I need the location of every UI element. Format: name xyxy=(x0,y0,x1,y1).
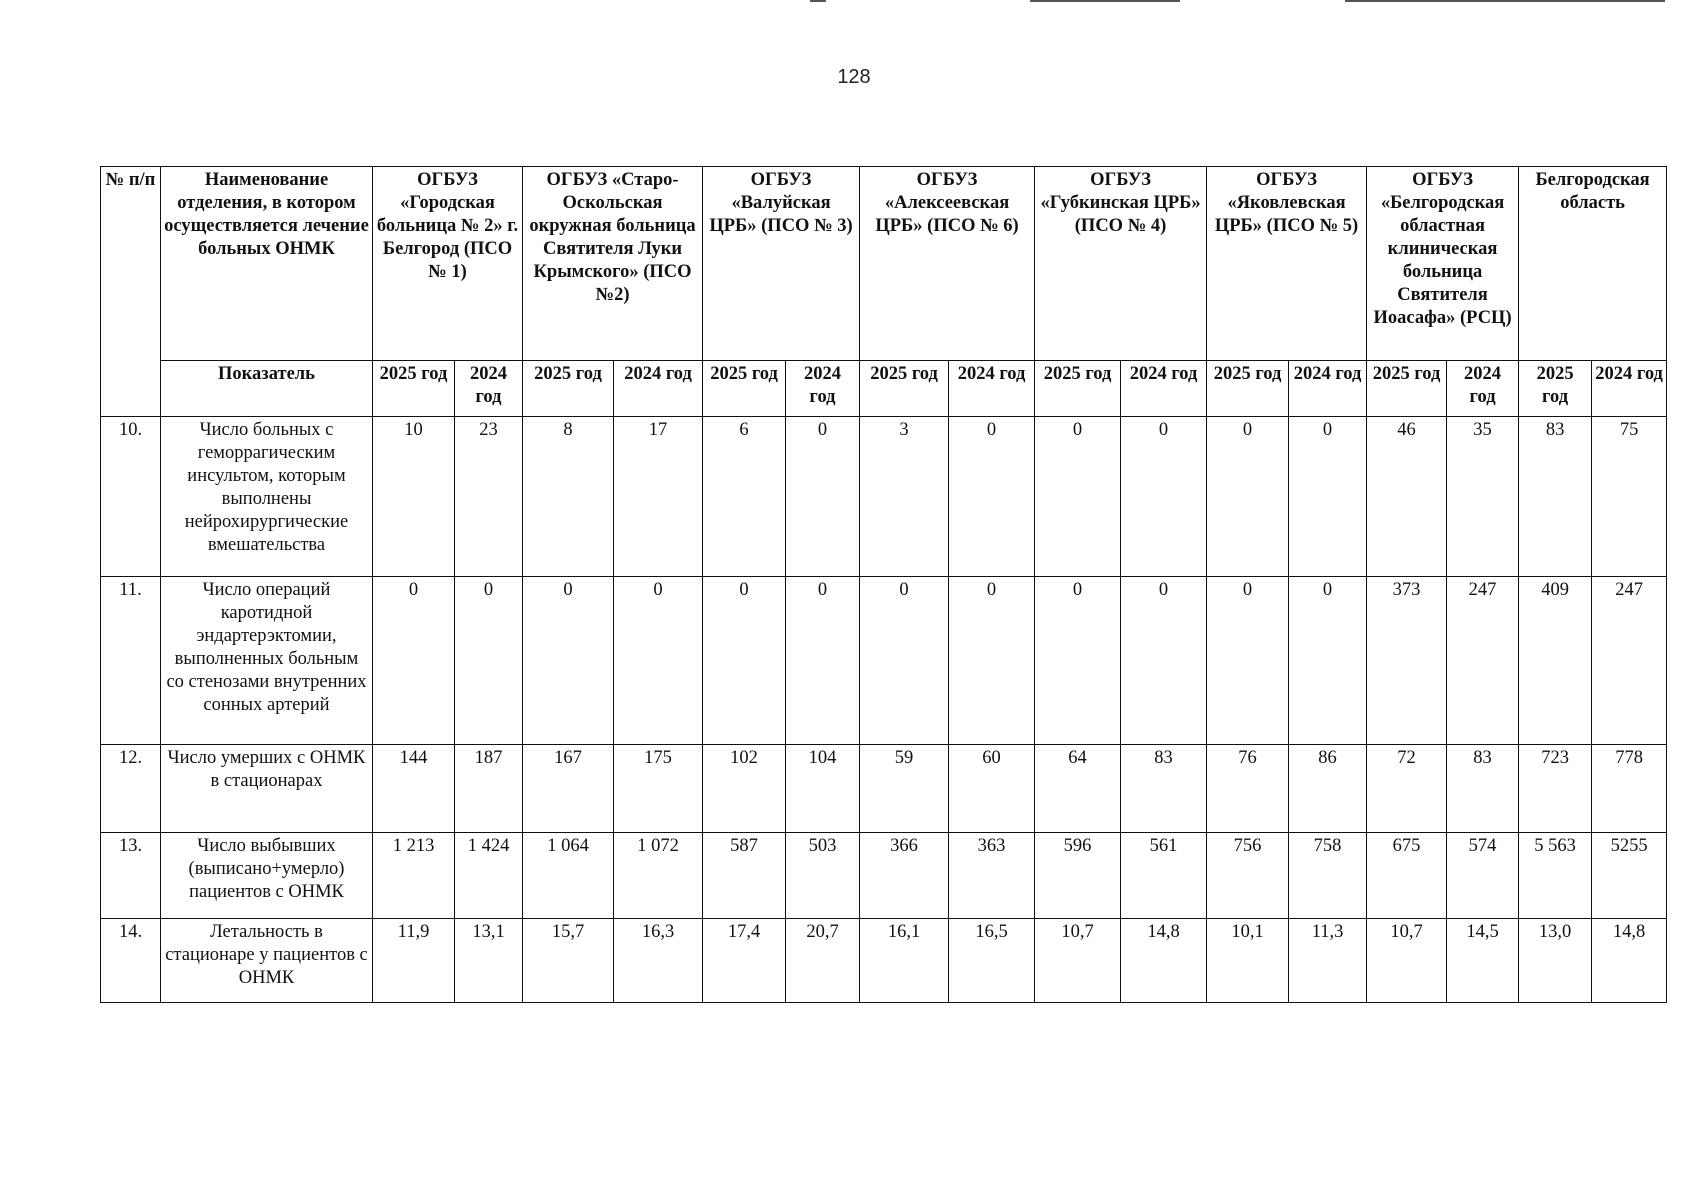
table-cell: 167 xyxy=(523,745,614,833)
header-region: Белгородская область xyxy=(1519,167,1667,361)
table-cell: 0 xyxy=(1289,577,1367,745)
table-cell: 14,5 xyxy=(1447,919,1519,1003)
header-institution-1: ОГБУЗ «Городская больница № 2» г. Белгород (ПСО № 1) xyxy=(373,167,523,361)
table-cell: 23 xyxy=(455,417,523,577)
table-cell: 3 xyxy=(860,417,949,577)
table-cell: 1 424 xyxy=(455,833,523,919)
row-number: 10. xyxy=(101,417,161,577)
header-institution-3: ОГБУЗ «Валуйская ЦРБ» (ПСО № 3) xyxy=(703,167,860,361)
table-cell: 0 xyxy=(1121,417,1207,577)
table-cell: 35 xyxy=(1447,417,1519,577)
row-label: Летальность в стационаре у пациентов с ОНМК xyxy=(161,919,373,1003)
table-cell: 11,9 xyxy=(373,919,455,1003)
table-cell: 778 xyxy=(1592,745,1667,833)
table-cell: 10,7 xyxy=(1367,919,1447,1003)
table-cell: 13,0 xyxy=(1519,919,1592,1003)
top-rule-1 xyxy=(810,0,826,2)
table-cell: 83 xyxy=(1519,417,1592,577)
year-2024: 2024 год xyxy=(455,361,523,417)
table-cell: 46 xyxy=(1367,417,1447,577)
top-rule-3 xyxy=(1345,0,1665,2)
header-num: № п/п xyxy=(101,167,161,417)
report-table xyxy=(100,166,1667,1003)
table-cell: 59 xyxy=(860,745,949,833)
table-cell: 247 xyxy=(1592,577,1667,745)
table-cell: 86 xyxy=(1289,745,1367,833)
row-number: 14. xyxy=(101,919,161,1003)
table-cell: 1 213 xyxy=(373,833,455,919)
table-cell: 1 072 xyxy=(614,833,703,919)
table-cell: 14,8 xyxy=(1592,919,1667,1003)
year-2025: 2025 год xyxy=(703,361,786,417)
table-cell: 64 xyxy=(1035,745,1121,833)
year-2024: 2024 год xyxy=(949,361,1035,417)
table-row xyxy=(101,577,1667,745)
year-2024: 2024 год xyxy=(1121,361,1207,417)
table-cell: 76 xyxy=(1207,745,1289,833)
table-cell: 0 xyxy=(860,577,949,745)
table-cell: 102 xyxy=(703,745,786,833)
table-row xyxy=(101,919,1667,1003)
year-2025: 2025 год xyxy=(1207,361,1289,417)
year-2025: 2025 год xyxy=(860,361,949,417)
table-cell: 10 xyxy=(373,417,455,577)
table-cell: 144 xyxy=(373,745,455,833)
table-cell: 561 xyxy=(1121,833,1207,919)
table-cell: 409 xyxy=(1519,577,1592,745)
year-2024: 2024 год xyxy=(614,361,703,417)
table-cell: 13,1 xyxy=(455,919,523,1003)
header-name: Наименование отделения, в котором осуществляется лечение больных ОНМК xyxy=(161,167,373,361)
table-cell: 1 064 xyxy=(523,833,614,919)
table-cell: 187 xyxy=(455,745,523,833)
row-number: 13. xyxy=(101,833,161,919)
table-cell: 0 xyxy=(1289,417,1367,577)
table-cell: 0 xyxy=(1121,577,1207,745)
table-cell: 14,8 xyxy=(1121,919,1207,1003)
table-cell: 83 xyxy=(1121,745,1207,833)
top-rule-2 xyxy=(1030,0,1180,2)
table-cell: 17,4 xyxy=(703,919,786,1003)
table-cell: 0 xyxy=(1207,577,1289,745)
table-cell: 366 xyxy=(860,833,949,919)
table-cell: 587 xyxy=(703,833,786,919)
page-number: 128 xyxy=(837,66,871,88)
table-row xyxy=(101,745,1667,833)
row-label: Число операций каротидной эндартерэктомии, выполненных больным со стенозами внутренних сонных артерий xyxy=(161,577,373,745)
table-cell: 11,3 xyxy=(1289,919,1367,1003)
row-number: 11. xyxy=(101,577,161,745)
table-cell: 0 xyxy=(373,577,455,745)
table-cell: 5255 xyxy=(1592,833,1667,919)
year-2025: 2025 год xyxy=(373,361,455,417)
year-2024: 2024 год xyxy=(786,361,860,417)
table-cell: 247 xyxy=(1447,577,1519,745)
row-label: Число выбывших (выписано+умерло) пациентов с ОНМК xyxy=(161,833,373,919)
table-cell: 0 xyxy=(455,577,523,745)
table-cell: 0 xyxy=(1207,417,1289,577)
table-cell: 574 xyxy=(1447,833,1519,919)
year-2025: 2025 год xyxy=(523,361,614,417)
header-row-years xyxy=(101,361,1667,417)
table-cell: 0 xyxy=(786,577,860,745)
table-cell: 0 xyxy=(949,417,1035,577)
table-cell: 60 xyxy=(949,745,1035,833)
header-institution-4: ОГБУЗ «Алексеевская ЦРБ» (ПСО № 6) xyxy=(860,167,1035,361)
table-cell: 723 xyxy=(1519,745,1592,833)
table-row xyxy=(101,833,1667,919)
year-2025: 2025 год xyxy=(1035,361,1121,417)
table-cell: 0 xyxy=(523,577,614,745)
table-cell: 104 xyxy=(786,745,860,833)
table-cell: 20,7 xyxy=(786,919,860,1003)
table-cell: 758 xyxy=(1289,833,1367,919)
table-cell: 5 563 xyxy=(1519,833,1592,919)
header-institution-2: ОГБУЗ «Старо-Оскольская окружная больница Святителя Луки Крымского» (ПСО №2) xyxy=(523,167,703,361)
table-cell: 6 xyxy=(703,417,786,577)
table-cell: 16,5 xyxy=(949,919,1035,1003)
table-cell: 10,1 xyxy=(1207,919,1289,1003)
header-indicator: Показатель xyxy=(161,361,373,417)
year-2024: 2024 год xyxy=(1592,361,1667,417)
table-cell: 75 xyxy=(1592,417,1667,577)
table-cell: 72 xyxy=(1367,745,1447,833)
table-cell: 10,7 xyxy=(1035,919,1121,1003)
table-cell: 0 xyxy=(786,417,860,577)
table-cell: 0 xyxy=(614,577,703,745)
table-cell: 17 xyxy=(614,417,703,577)
table-cell: 0 xyxy=(949,577,1035,745)
row-label: Число больных с геморрагическим инсультом, которым выполнены нейрохирургические вмешательства xyxy=(161,417,373,577)
table-cell: 675 xyxy=(1367,833,1447,919)
table-cell: 0 xyxy=(1035,577,1121,745)
table-cell: 0 xyxy=(1035,417,1121,577)
year-2025: 2025 год xyxy=(1519,361,1592,417)
header-institution-7: ОГБУЗ «Белгородская областная клиническая больница Святителя Иоасафа» (РСЦ) xyxy=(1367,167,1519,361)
table-cell: 16,3 xyxy=(614,919,703,1003)
table-cell: 8 xyxy=(523,417,614,577)
table-cell: 596 xyxy=(1035,833,1121,919)
table-cell: 373 xyxy=(1367,577,1447,745)
table-cell: 15,7 xyxy=(523,919,614,1003)
table-cell: 503 xyxy=(786,833,860,919)
table-cell: 756 xyxy=(1207,833,1289,919)
table-row xyxy=(101,417,1667,577)
table-cell: 175 xyxy=(614,745,703,833)
year-2025: 2025 год xyxy=(1367,361,1447,417)
table-cell: 0 xyxy=(703,577,786,745)
header-institution-5: ОГБУЗ «Губкинская ЦРБ» (ПСО № 4) xyxy=(1035,167,1207,361)
row-label: Число умерших с ОНМК в стационарах xyxy=(161,745,373,833)
header-institution-6: ОГБУЗ «Яковлевская ЦРБ» (ПСО № 5) xyxy=(1207,167,1367,361)
table-cell: 16,1 xyxy=(860,919,949,1003)
row-number: 12. xyxy=(101,745,161,833)
table-cell: 83 xyxy=(1447,745,1519,833)
year-2024: 2024 год xyxy=(1289,361,1367,417)
table-cell: 363 xyxy=(949,833,1035,919)
year-2024: 2024 год xyxy=(1447,361,1519,417)
header-row-institutions xyxy=(101,167,1667,361)
